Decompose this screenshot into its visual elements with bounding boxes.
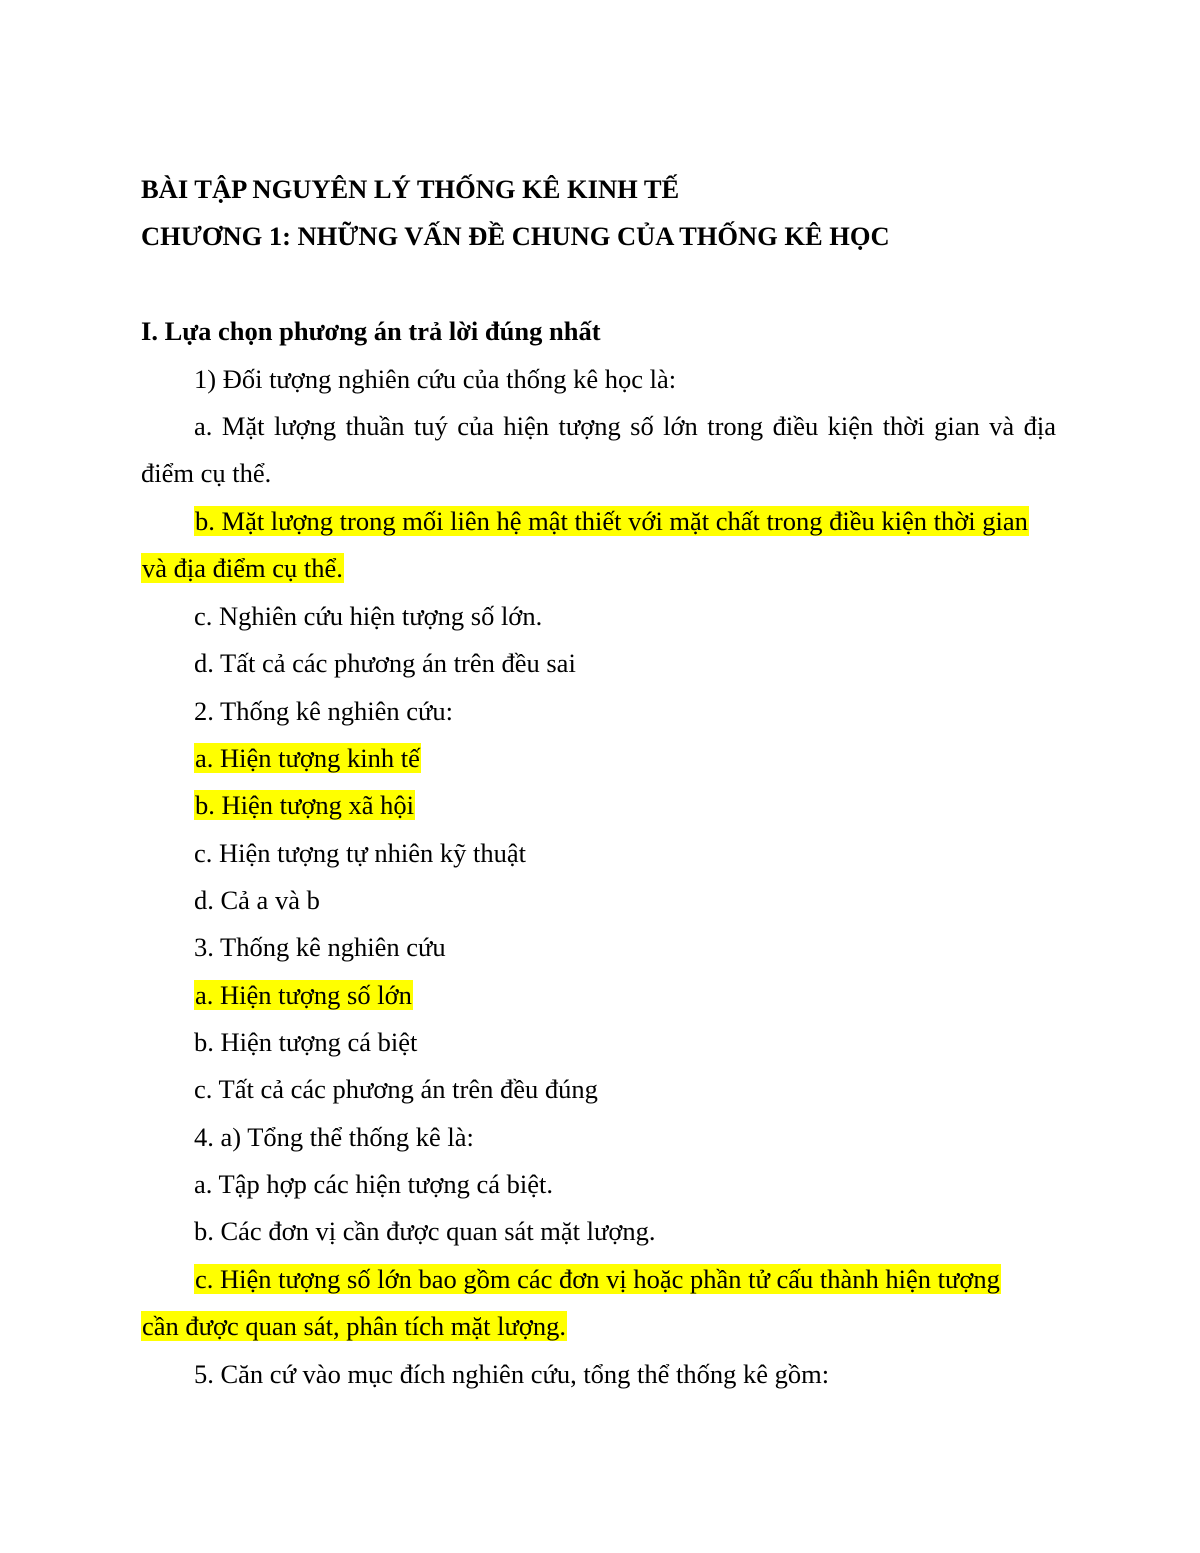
q3-option-a bbox=[194, 978, 413, 1012]
q4-option-c-line1 bbox=[194, 1262, 1001, 1296]
q4-option-c-line2 bbox=[141, 1309, 567, 1343]
q2-option-b bbox=[194, 788, 415, 822]
answer-highlight: c. Hiện tượng số lớn bao gồm các đơn vị hoặc phần tử cấu thành hiện tượng bbox=[195, 1264, 1000, 1294]
q3-option-c: c. Tất cả các phương án trên đều đúng bbox=[194, 1074, 598, 1104]
answer-highlight: b. Hiện tượng xã hội bbox=[195, 790, 415, 820]
q1-option-b-line2 bbox=[141, 551, 344, 585]
document-title: BÀI TẬP NGUYÊN LÝ THỐNG KÊ KINH TẾ bbox=[141, 174, 680, 204]
q2-option-c: c. Hiện tượng tự nhiên kỹ thuật bbox=[194, 838, 526, 868]
answer-highlight: b. Mặt lượng trong mối liên hệ mật thiết với mặt chất trong điều kiện thời gian bbox=[195, 506, 1028, 536]
q2-option-d: d. Cả a và b bbox=[194, 885, 320, 915]
q1-option-c: c. Nghiên cứu hiện tượng số lớn. bbox=[194, 601, 543, 631]
chapter-heading: CHƯƠNG 1: NHỮNG VẤN ĐỀ CHUNG CỦA THỐNG KÊ HỌC bbox=[141, 221, 890, 251]
q4-option-b: b. Các đơn vị cần được quan sát mặt lượng. bbox=[194, 1216, 656, 1246]
question-5: 5. Căn cứ vào mục đích nghiên cứu, tổng thể thống kê gồm: bbox=[194, 1359, 830, 1389]
q4-option-a: a. Tập hợp các hiện tượng cá biệt. bbox=[194, 1169, 554, 1199]
q1-option-a-line2: điểm cụ thể. bbox=[141, 458, 272, 488]
question-2: 2. Thống kê nghiên cứu: bbox=[194, 696, 453, 726]
answer-highlight: và địa điểm cụ thể. bbox=[142, 553, 343, 583]
q1-option-a-line1: a. Mặt lượng thuần tuý của hiện tượng số lớn trong điều kiện thời gian và địa bbox=[194, 411, 1056, 441]
question-4: 4. a) Tổng thể thống kê là: bbox=[194, 1122, 474, 1152]
q3-option-b: b. Hiện tượng cá biệt bbox=[194, 1027, 418, 1057]
q1-option-b-line1 bbox=[194, 504, 1029, 538]
question-3: 3. Thống kê nghiên cứu bbox=[194, 932, 446, 962]
q2-option-a bbox=[194, 741, 421, 775]
answer-highlight: a. Hiện tượng số lớn bbox=[195, 980, 412, 1010]
section-heading: I. Lựa chọn phương án trả lời đúng nhất bbox=[141, 316, 601, 346]
answer-highlight: a. Hiện tượng kinh tế bbox=[195, 743, 420, 773]
question-1: 1) Đối tượng nghiên cứu của thống kê học là: bbox=[194, 364, 677, 394]
answer-highlight: cần được quan sát, phân tích mặt lượng. bbox=[142, 1311, 566, 1341]
q1-option-d: d. Tất cả các phương án trên đều sai bbox=[194, 648, 576, 678]
